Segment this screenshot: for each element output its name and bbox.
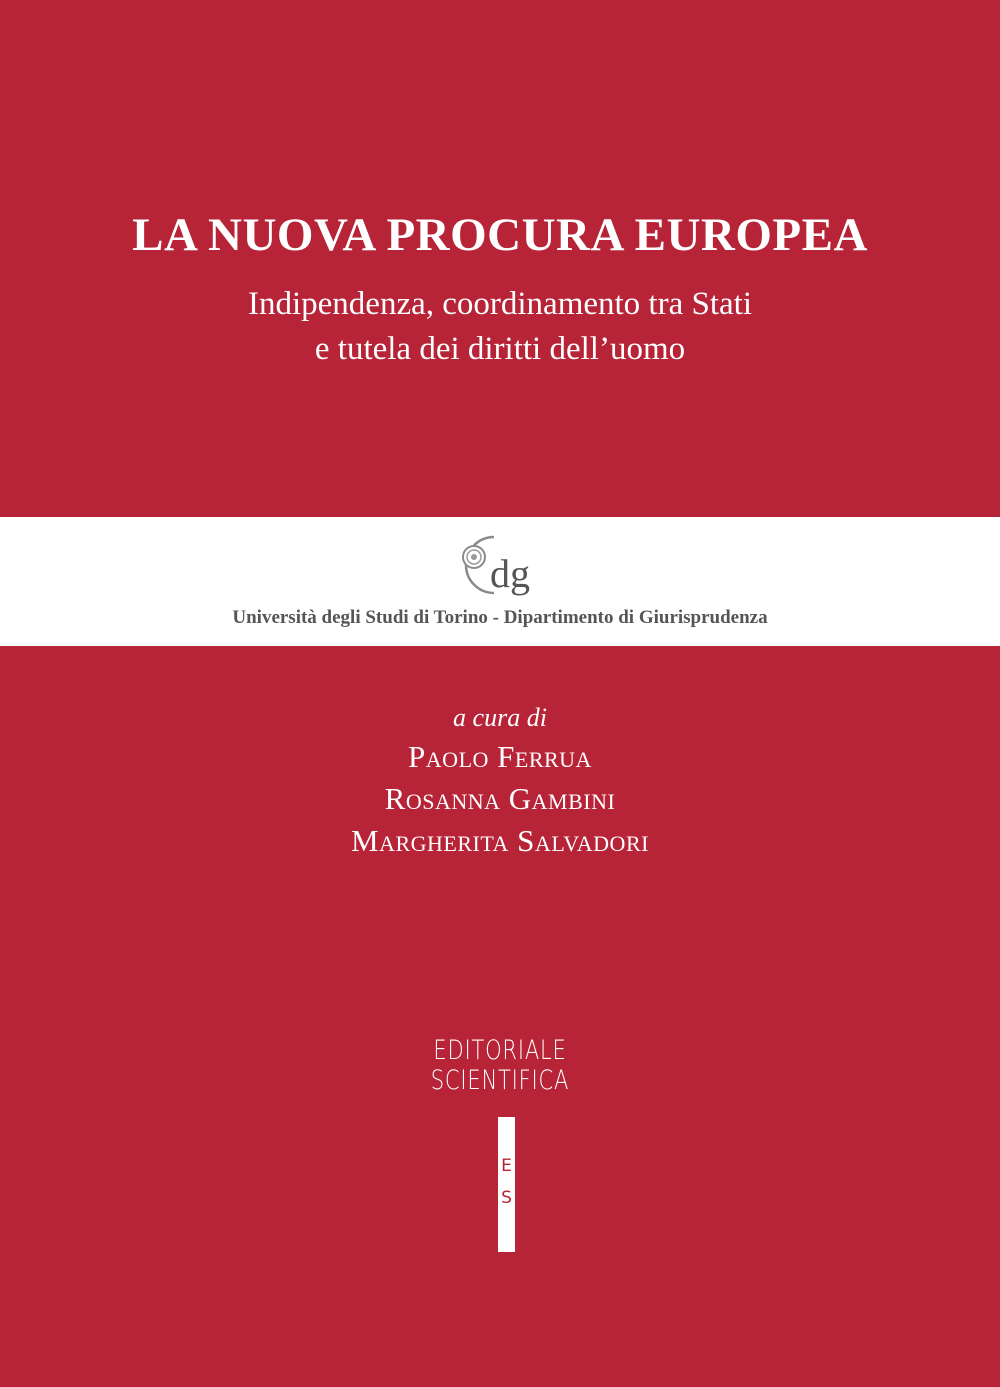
publisher-name: [110, 1036, 890, 1096]
mark-letter: S: [501, 1188, 512, 1208]
publisher-line: EDITORIALE: [433, 1035, 567, 1066]
publisher-line: SCIENTIFICA: [430, 1065, 570, 1096]
publisher-mark: [498, 1117, 515, 1252]
editors-list: [0, 736, 1000, 862]
editor-name: Rosanna Gambini: [384, 781, 616, 816]
book-title: LA NUOVA PROCURA EUROPEA: [132, 209, 868, 261]
editors-intro: a cura di: [453, 703, 547, 732]
editor-name: Paolo Ferrua: [408, 739, 592, 774]
book-subtitle: [0, 282, 1000, 372]
subtitle-line: e tutela dei diritti dell’uomo: [314, 331, 686, 367]
logo-text: dg: [490, 551, 530, 596]
editor-name: Margherita Salvadori: [351, 823, 649, 858]
mark-letter: E: [501, 1156, 512, 1176]
institution-name: Università degli Studi di Torino - Dipartimento di Giurisprudenza: [232, 607, 768, 628]
department-logo: [454, 531, 550, 611]
institution-band: [0, 517, 1000, 646]
subtitle-line: Indipendenza, coordinamento tra Stati: [248, 286, 752, 322]
university-seal-icon: [463, 546, 485, 568]
